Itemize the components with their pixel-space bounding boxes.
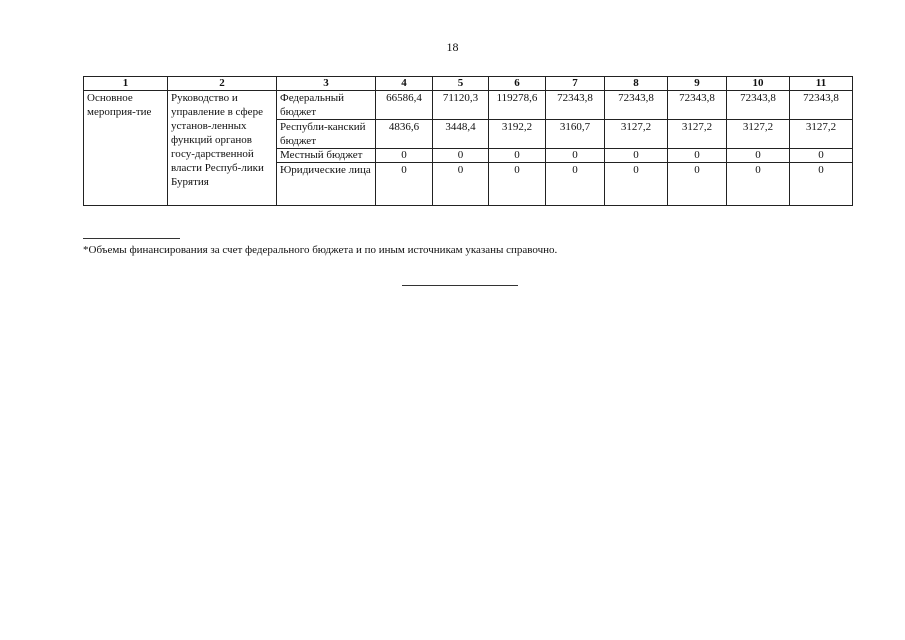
value-cell: 0 bbox=[668, 163, 727, 206]
value-cell: 72343,8 bbox=[790, 91, 853, 120]
value-cell: 0 bbox=[727, 163, 790, 206]
value-cell: 66586,4 bbox=[376, 91, 433, 120]
value-cell: 119278,6 bbox=[489, 91, 546, 120]
value-cell: 0 bbox=[605, 163, 668, 206]
value-cell: 3127,2 bbox=[727, 120, 790, 149]
value-cell: 4836,6 bbox=[376, 120, 433, 149]
funding-source-cell: Юридические лица bbox=[277, 163, 376, 206]
value-cell: 72343,8 bbox=[727, 91, 790, 120]
column-header: 7 bbox=[546, 77, 605, 91]
page-number: 18 bbox=[446, 40, 459, 54]
value-cell: 0 bbox=[605, 149, 668, 163]
value-cell: 0 bbox=[433, 163, 489, 206]
funding-source-cell: Федеральный бюджет bbox=[277, 91, 376, 120]
value-cell: 0 bbox=[546, 163, 605, 206]
value-cell: 72343,8 bbox=[668, 91, 727, 120]
column-header: 5 bbox=[433, 77, 489, 91]
column-header: 11 bbox=[790, 77, 853, 91]
value-cell: 0 bbox=[433, 149, 489, 163]
value-cell: 72343,8 bbox=[546, 91, 605, 120]
end-of-document-line bbox=[402, 285, 518, 286]
value-cell: 0 bbox=[489, 149, 546, 163]
value-cell: 72343,8 bbox=[605, 91, 668, 120]
column-header: 4 bbox=[376, 77, 433, 91]
value-cell: 3127,2 bbox=[668, 120, 727, 149]
column-header: 1 bbox=[84, 77, 168, 91]
activity-type-cell: Основное мероприя-тие bbox=[84, 91, 168, 206]
funding-source-cell: Республи-канский бюджет bbox=[277, 120, 376, 149]
value-cell: 71120,3 bbox=[433, 91, 489, 120]
budget-table bbox=[83, 76, 853, 206]
value-cell: 3127,2 bbox=[605, 120, 668, 149]
value-cell: 0 bbox=[727, 149, 790, 163]
column-header: 2 bbox=[168, 77, 277, 91]
column-header: 10 bbox=[727, 77, 790, 91]
funding-source-cell: Местный бюджет bbox=[277, 149, 376, 163]
column-header: 8 bbox=[605, 77, 668, 91]
column-header: 9 bbox=[668, 77, 727, 91]
value-cell: 0 bbox=[376, 163, 433, 206]
value-cell: 0 bbox=[790, 149, 853, 163]
value-cell: 0 bbox=[489, 163, 546, 206]
value-cell: 3192,2 bbox=[489, 120, 546, 149]
table-header-row bbox=[84, 77, 853, 91]
value-cell: 0 bbox=[790, 163, 853, 206]
table-row bbox=[84, 91, 853, 120]
value-cell: 0 bbox=[546, 149, 605, 163]
value-cell: 0 bbox=[668, 149, 727, 163]
value-cell: 3448,4 bbox=[433, 120, 489, 149]
activity-name-cell: Руководство и управление в сфере установ-ленных функций органов госу-дарственной власти Респуб-лики Бурятия bbox=[168, 91, 277, 206]
footnote-separator bbox=[83, 238, 180, 239]
column-header: 3 bbox=[277, 77, 376, 91]
value-cell: 0 bbox=[376, 149, 433, 163]
value-cell: 3160,7 bbox=[546, 120, 605, 149]
footnote: *Объемы финансирования за счет федерального бюджета и по иным источникам указаны справочно. bbox=[83, 244, 558, 256]
column-header: 6 bbox=[489, 77, 546, 91]
value-cell: 3127,2 bbox=[790, 120, 853, 149]
